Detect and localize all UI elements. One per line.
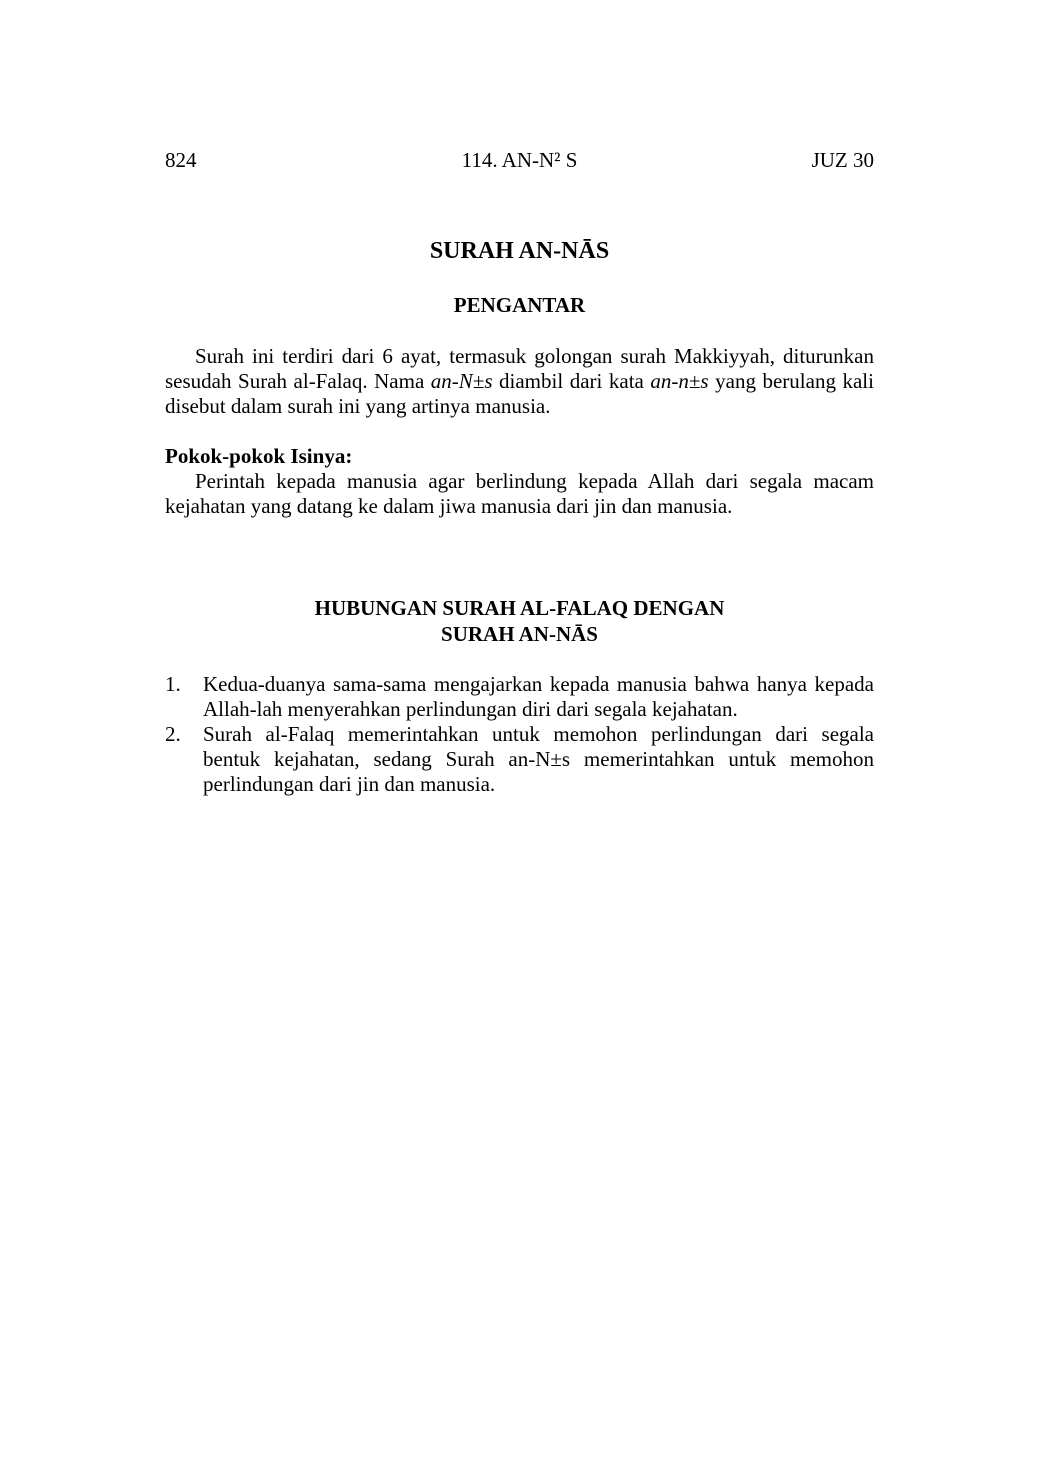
hubungan-heading-line1: HUBUNGAN SURAH AL-FALAQ DENGAN bbox=[314, 596, 725, 620]
hubungan-heading bbox=[165, 595, 874, 647]
intro-paragraph bbox=[165, 344, 874, 419]
intro-term-2: an-n±s bbox=[650, 369, 709, 393]
list-item bbox=[165, 672, 874, 722]
document-page bbox=[165, 0, 874, 1475]
intro-term-1: an-N±s bbox=[430, 369, 493, 393]
pokok-paragraph: Perintah kepada manusia agar berlindung kepada Allah dari segala macam kejahatan yang datang ke dalam jiwa manusia dari jin dan manusia. bbox=[165, 469, 874, 518]
chapter-title: 114. AN-N² S bbox=[461, 148, 578, 172]
intro-text-1: Surah ini terdiri dari 6 ayat, termasuk golongan surah Makkiyyah, diturunkan sesudah Surah al-Falaq. Nama bbox=[165, 344, 874, 393]
page-number: 824 bbox=[165, 148, 197, 172]
list-item bbox=[165, 722, 874, 797]
pokok-heading: Pokok-pokok Isinya: bbox=[165, 444, 353, 468]
intro-text-2: diambil dari kata bbox=[492, 369, 651, 393]
page-title: SURAH AN-NĀS bbox=[429, 238, 610, 264]
intro-text-3: yang berulang kali disebut dalam surah ini yang artinya manusia. bbox=[165, 369, 874, 418]
list-item-number: 2. bbox=[165, 722, 181, 746]
list-item-number: 1. bbox=[165, 672, 181, 696]
running-header bbox=[165, 146, 874, 174]
juz-label: JUZ 30 bbox=[811, 148, 874, 172]
list-item-text: Surah al-Falaq memerintahkan untuk memohon perlindungan dari segala bentuk kejahatan, sedang Surah an-N±s memerintahkan untuk memohon perlindungan dari jin dan manusia. bbox=[203, 722, 874, 796]
list-item-text: Kedua-duanya sama-sama mengajarkan kepada manusia bahwa hanya kepada Allah-lah menyerahkan perlindungan diri dari segala kejahatan. bbox=[203, 672, 874, 721]
hubungan-heading-line2: SURAH AN-NĀS bbox=[441, 622, 598, 646]
hubungan-list bbox=[165, 672, 874, 797]
pengantar-heading: PENGANTAR bbox=[453, 293, 586, 317]
